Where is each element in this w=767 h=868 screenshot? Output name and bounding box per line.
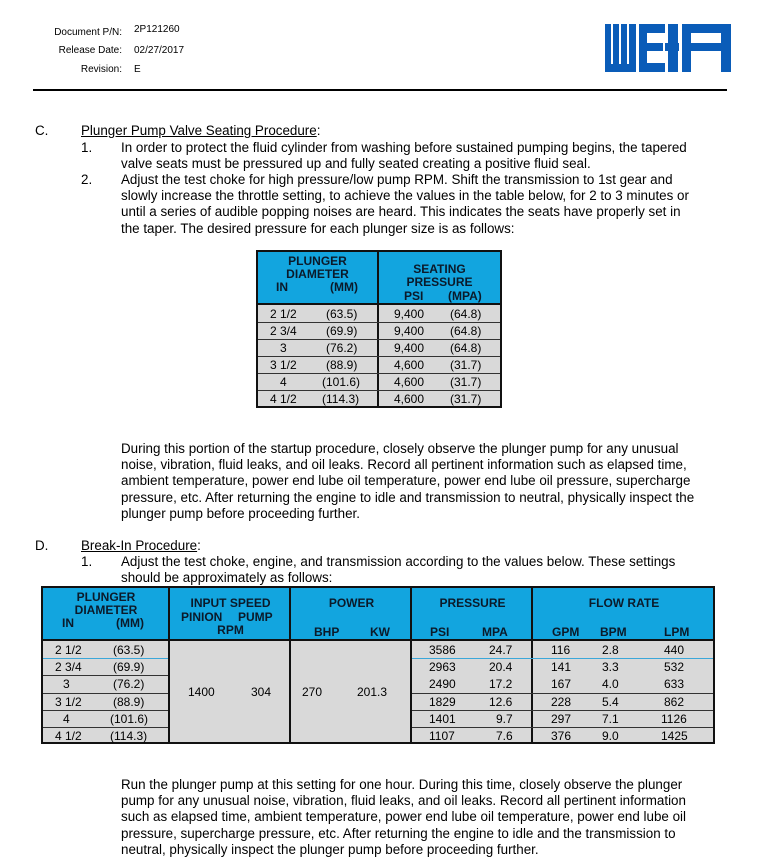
seating-mpa-cell: (64.8) (450, 324, 482, 338)
header-flow-rate: FLOW RATE (588, 596, 660, 610)
weir-logo-icon (605, 24, 731, 72)
text-line: Run the plunger pump at this setting for one hour. During this time, closely observe the plunger (121, 777, 683, 792)
section-letter: D. (35, 538, 49, 553)
row-divider (412, 693, 713, 694)
header-in: IN (276, 280, 288, 294)
header-in: IN (62, 616, 74, 630)
plunger-in-cell: 4 1/2 (270, 392, 297, 406)
text-line: ambient temperature, power end lube oil temperature, power end lube oil pressure, supercharge (121, 473, 691, 489)
pressure-psi-cell: 1401 (429, 712, 456, 726)
table-header (43, 588, 713, 641)
flow-bpm-cell: 9.0 (602, 729, 619, 743)
step-number: 2. (81, 172, 93, 187)
release-date-label: Release Date: (58, 45, 122, 56)
plunger-mm-cell: (101.6) (110, 712, 149, 726)
column-divider (410, 588, 412, 742)
text-line: pump for any unusual noise, vibration, fluid leaks, and oil leaks. Record all pertinent information (121, 793, 686, 809)
flow-gpm-cell: 297 (551, 712, 572, 726)
plunger-mm-cell: (63.5) (113, 643, 145, 657)
pressure-psi-cell: 1107 (429, 729, 455, 743)
section-title-colon: : (316, 123, 321, 138)
seating-psi-cell: 4,600 (394, 392, 425, 406)
plunger-mm-cell: (76.2) (326, 341, 358, 355)
plunger-in-cell: 4 1/2 (55, 729, 82, 743)
text-line: Adjust the test choke for high pressure/low pump RPM. Shift the transmission to 1st gear and (121, 172, 673, 187)
flow-lpm-cell: 440 (664, 643, 685, 657)
seating-psi-cell: 9,400 (394, 307, 425, 321)
flow-gpm-cell: 141 (551, 660, 572, 674)
text-line: slowly increase the throttle setting, to achieve the values in the table below, for 2 to 3 minutes or (121, 188, 689, 204)
flow-gpm-cell: 376 (551, 729, 572, 743)
seating-mpa-cell: (31.7) (450, 358, 482, 372)
row-divider (258, 373, 500, 374)
pinion-rpm-value: 1400 (188, 685, 215, 699)
plunger-mm-cell: (69.9) (113, 660, 145, 674)
header-pressure: PRESSURE (406, 275, 473, 289)
text-line: pressure, etc. After returning the engine to idle and transmission to neutral, physically inspect the (121, 489, 695, 505)
header-gpm: GPM (552, 625, 580, 639)
pressure-mpa-cell: 20.4 (489, 660, 513, 674)
plunger-in-cell: 4 (280, 375, 287, 389)
seating-psi-cell: 9,400 (394, 324, 425, 338)
row-divider (43, 710, 168, 711)
seating-mpa-cell: (31.7) (450, 392, 482, 406)
plunger-in-cell: 2 3/4 (55, 660, 82, 674)
plunger-mm-cell: (88.9) (326, 358, 358, 372)
header-input-speed: INPUT SPEED (190, 596, 271, 610)
seating-psi-cell: 4,600 (394, 358, 425, 372)
flow-gpm-cell: 116 (551, 643, 571, 657)
text-line: such as elapsed time, ambient temperature, power end lube oil temperature, power end lube oil (121, 809, 686, 825)
header-pinion: PINION (181, 610, 223, 624)
row-divider (258, 390, 500, 391)
header-mm: (MM) (116, 616, 144, 630)
plunger-in-cell: 3 (63, 677, 70, 691)
text-line: neutral, physically inspect the plunger pump before proceeding further. (121, 841, 539, 857)
section-title (81, 123, 320, 138)
header-pump: PUMP (238, 610, 273, 624)
plunger-mm-cell: (88.9) (113, 695, 145, 709)
header-psi: PSI (404, 289, 424, 303)
section-title (81, 538, 201, 553)
header-bhp: BHP (314, 625, 340, 639)
plunger-mm-cell: (114.3) (110, 729, 148, 743)
header-mpa: MPA (482, 625, 508, 639)
pressure-psi-cell: 1829 (429, 695, 456, 709)
text-line: In order to protect the fluid cylinder from washing before sustained pumping begins, the tapered (121, 140, 687, 155)
pressure-mpa-cell: 12.6 (489, 695, 513, 709)
seating-mpa-cell: (31.7) (450, 375, 482, 389)
text-line: Adjust the test choke, engine, and transmission according to the values below. These settings (121, 554, 676, 569)
plunger-in-cell: 2 1/2 (55, 643, 82, 657)
seating-psi-cell: 9,400 (394, 341, 425, 355)
row-divider (412, 658, 713, 659)
pressure-psi-cell: 2963 (429, 660, 456, 674)
text-line: the taper. The desired pressure for each plunger size is as follows: (121, 220, 515, 236)
kw-value: 201.3 (357, 685, 388, 699)
step-text (121, 172, 689, 237)
row-divider (43, 693, 168, 694)
table-header (258, 252, 500, 305)
section-title-text: Break-In Procedure (81, 538, 198, 553)
seating-pressure-table (256, 250, 502, 408)
header-seating: SEATING (413, 262, 466, 276)
flow-lpm-cell: 633 (664, 677, 685, 691)
seating-psi-cell: 4,600 (394, 375, 425, 389)
row-divider (43, 675, 168, 676)
plunger-mm-cell: (63.5) (326, 307, 358, 321)
plunger-mm-cell: (101.6) (322, 375, 361, 389)
pressure-psi-cell: 3586 (429, 643, 456, 657)
note-paragraph (121, 441, 694, 522)
header-divider (33, 89, 727, 91)
text-line: until a series of audible popping noises are heard. This indicates the seats have properly set in (121, 204, 681, 220)
plunger-mm-cell: (76.2) (113, 677, 145, 691)
step-number: 1. (81, 140, 93, 155)
section-letter: C. (35, 123, 49, 138)
plunger-in-cell: 2 1/2 (270, 307, 297, 321)
step-text (121, 140, 687, 172)
pressure-mpa-cell: 17.2 (489, 677, 513, 691)
plunger-in-cell: 3 1/2 (55, 695, 82, 709)
column-divider (377, 252, 379, 406)
header-diameter: DIAMETER (74, 603, 138, 617)
pressure-psi-cell: 2490 (429, 677, 456, 691)
flow-bpm-cell: 2.8 (602, 643, 619, 657)
pump-rpm-value: 304 (251, 685, 272, 699)
plunger-in-cell: 2 3/4 (270, 324, 297, 338)
row-divider (43, 658, 168, 659)
header-lpm: LPM (664, 625, 690, 639)
text-line: valve seats must be pressured up and fully seated creating a positive fluid seal. (121, 156, 591, 172)
seating-mpa-cell: (64.8) (450, 307, 482, 321)
row-divider (412, 710, 713, 711)
doc-pn-value: 2P121260 (134, 24, 180, 35)
bhp-value: 270 (302, 685, 323, 699)
seating-mpa-cell: (64.8) (450, 341, 482, 355)
doc-pn-label: Document P/N: (54, 27, 122, 38)
flow-lpm-cell: 532 (664, 660, 685, 674)
flow-lpm-cell: 862 (664, 695, 685, 709)
pressure-mpa-cell: 24.7 (489, 643, 513, 657)
text-line: should be approximately as follows: (121, 570, 333, 586)
flow-lpm-cell: 1126 (661, 712, 687, 726)
header-kw: KW (370, 625, 390, 639)
revision-label: Revision: (80, 64, 122, 75)
flow-bpm-cell: 5.4 (602, 695, 619, 709)
pressure-mpa-cell: 7.6 (496, 729, 513, 743)
row-divider (43, 727, 168, 728)
header-bpm: BPM (600, 625, 627, 639)
header-plunger: PLUNGER (288, 254, 347, 268)
plunger-mm-cell: (114.3) (322, 392, 360, 406)
header-psi: PSI (430, 625, 450, 639)
row-divider (412, 727, 713, 728)
plunger-in-cell: 3 1/2 (270, 358, 297, 372)
header-mm: (MM) (330, 280, 358, 294)
revision-value: E (134, 64, 141, 75)
text-line: During this portion of the startup procedure, closely observe the plunger pump for any unusual (121, 441, 679, 456)
step-text (121, 554, 675, 586)
note-paragraph (121, 777, 686, 858)
header-power: POWER (328, 596, 375, 610)
header-rpm: RPM (217, 623, 244, 637)
row-divider (258, 322, 500, 323)
header-diameter: DIAMETER (286, 267, 349, 281)
step-number: 1. (81, 554, 93, 569)
flow-bpm-cell: 4.0 (602, 677, 619, 691)
text-line: plunger pump before proceeding further. (121, 505, 360, 521)
header-mpa: (MPA) (448, 289, 482, 303)
section-title-text: Plunger Pump Valve Seating Procedure (81, 123, 317, 138)
column-divider (168, 588, 170, 742)
flow-gpm-cell: 167 (551, 677, 572, 691)
flow-lpm-cell: 1425 (661, 729, 688, 743)
plunger-mm-cell: (69.9) (326, 324, 358, 338)
plunger-in-cell: 4 (63, 712, 70, 726)
flow-bpm-cell: 7.1 (602, 712, 619, 726)
row-divider (258, 356, 500, 357)
text-line: noise, vibration, fluid leaks, and oil leaks. Record all pertinent information such as elapsed time, (121, 457, 687, 473)
section-title-colon: : (197, 538, 201, 553)
flow-bpm-cell: 3.3 (602, 660, 619, 674)
column-divider (531, 588, 533, 742)
row-divider (258, 339, 500, 340)
pressure-mpa-cell: 9.7 (496, 712, 513, 726)
release-date-value: 02/27/2017 (134, 45, 185, 56)
column-divider (289, 588, 291, 742)
break-in-table (41, 586, 715, 744)
header-pressure: PRESSURE (439, 596, 506, 610)
plunger-in-cell: 3 (280, 341, 287, 355)
flow-gpm-cell: 228 (551, 695, 572, 709)
text-line: pressure, supercharge pressure, etc. After returning the engine to idle and the transmission to (121, 825, 676, 841)
header-plunger: PLUNGER (76, 590, 136, 604)
